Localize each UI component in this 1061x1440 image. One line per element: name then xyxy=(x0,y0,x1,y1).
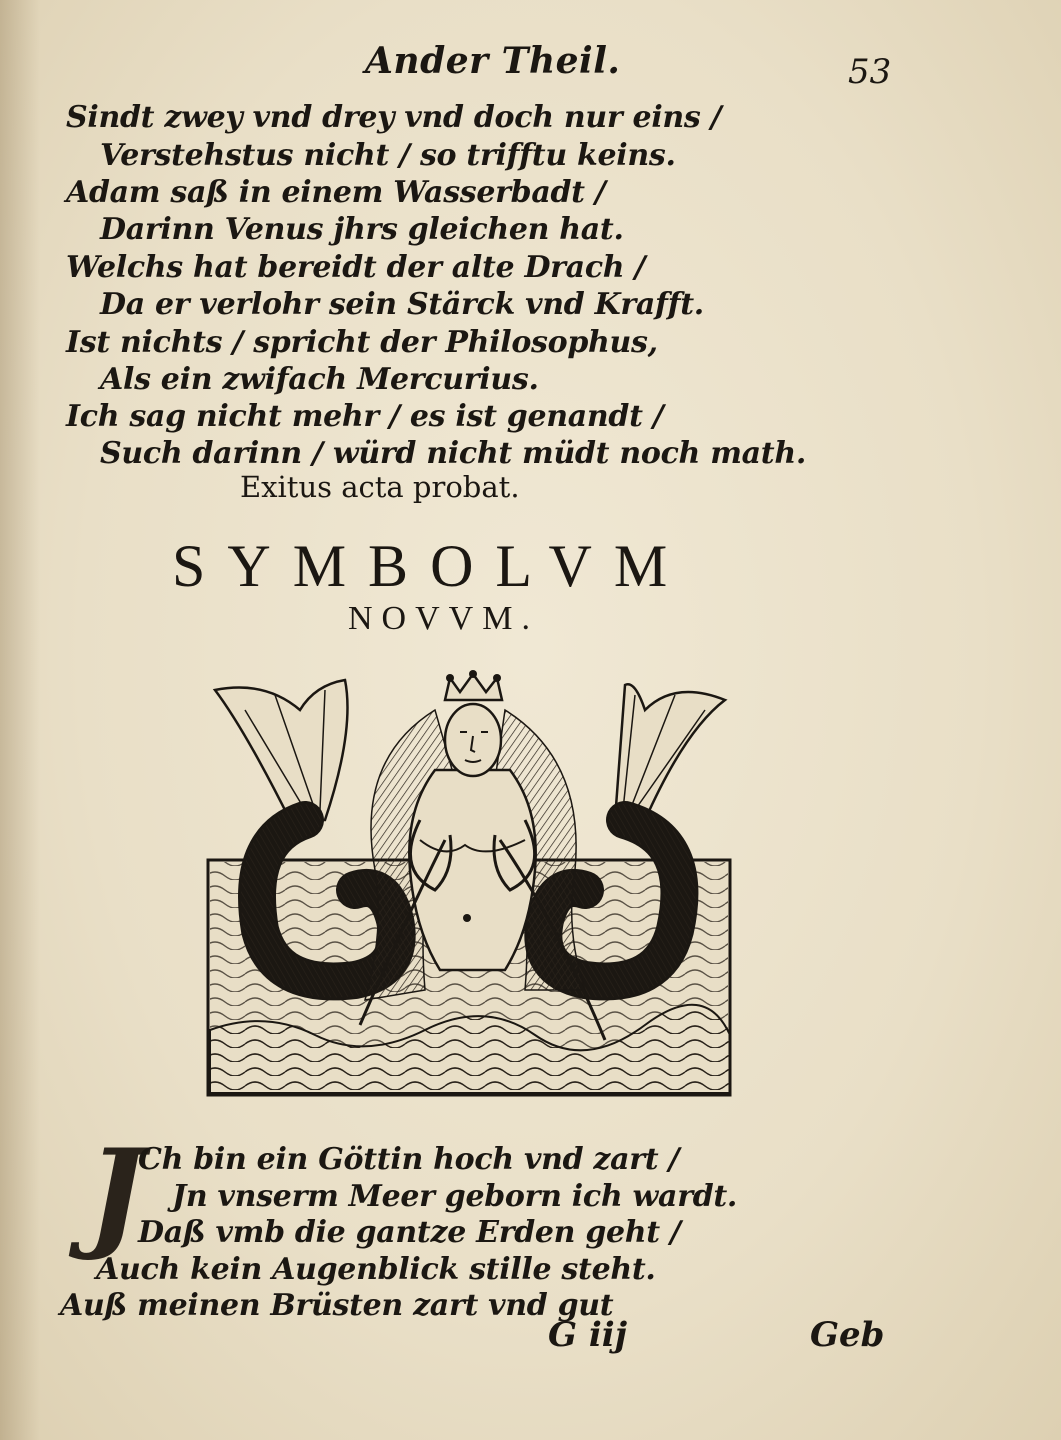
verse-line: Ch bin ein Göttin hoch vnd zart / xyxy=(138,1142,680,1177)
verse-line: Da er verlohr sein Stärck vnd Krafft. xyxy=(100,287,704,322)
verse-line: Ich sag nicht mehr / es ist genandt / xyxy=(66,399,664,434)
mermaid-woodcut-illustration xyxy=(205,670,735,1100)
folio-number: 53 xyxy=(848,52,892,92)
verse-line: Such darinn / würd nicht müdt noch math. xyxy=(100,436,807,471)
page-fold-shadow xyxy=(0,0,40,1440)
verse-line: Sindt zwey vnd drey vnd doch nur eins / xyxy=(66,100,722,135)
verse-line: Ist nichts / spricht der Philosophus, xyxy=(66,325,658,360)
drop-capital: J xyxy=(87,1123,145,1264)
verse-line: Auch kein Augenblick stille steht. xyxy=(96,1252,656,1287)
symbol-subtitle: NOVVM. xyxy=(348,600,539,637)
verse-line: Adam saß in einem Wasserbadt / xyxy=(66,175,606,210)
verse-line: Verstehstus nicht / so trifftu keins. xyxy=(100,138,676,173)
latin-motto: Exitus acta probat. xyxy=(240,470,520,504)
catchword: Geb xyxy=(810,1315,885,1355)
verse-line: Daß vmb die gantze Erden geht / xyxy=(138,1215,681,1250)
verse-line: Als ein zwifach Mercurius. xyxy=(100,362,539,397)
verse-line: Jn vnserm Meer geborn ich wardt. xyxy=(172,1179,738,1214)
verse-line: Auß meinen Brüsten zart vnd gut xyxy=(60,1288,614,1323)
signature-mark: G iij xyxy=(548,1315,628,1355)
running-head: Ander Theil. xyxy=(365,40,621,82)
verse-line: Darinn Venus jhrs gleichen hat. xyxy=(100,212,624,247)
symbol-title: SYMBOLVM xyxy=(172,533,690,599)
verse-line: Welchs hat bereidt der alte Drach / xyxy=(66,250,646,285)
